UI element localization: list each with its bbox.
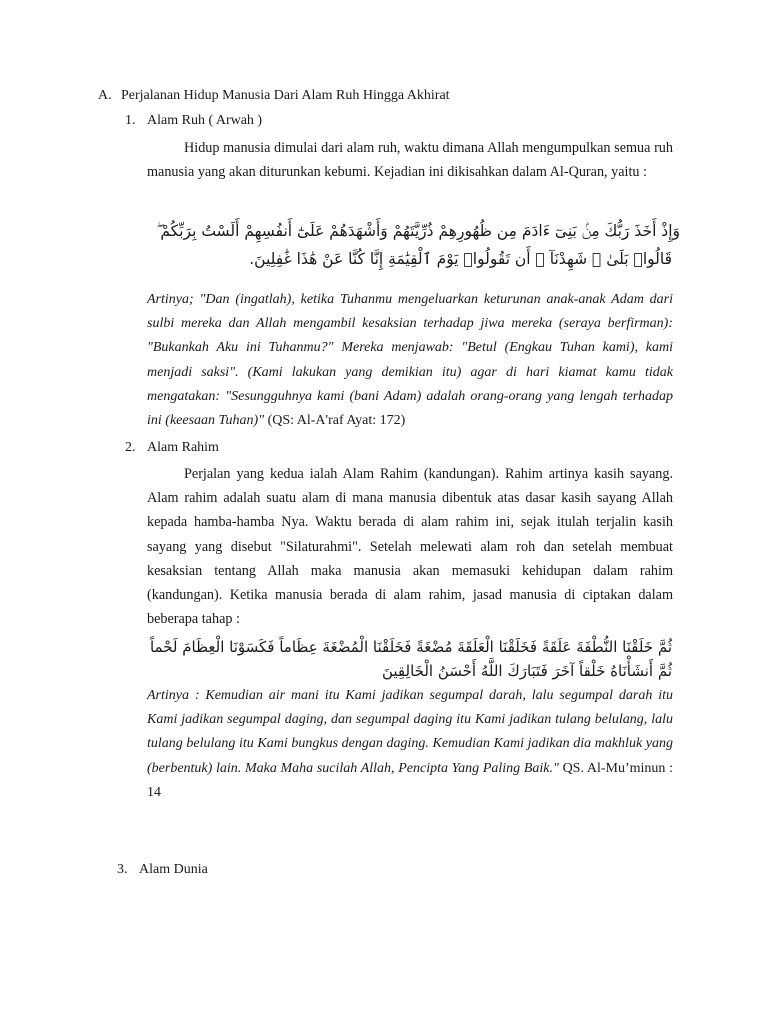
translation	[147, 288, 673, 433]
item-title: Alam Rahim	[147, 440, 219, 455]
item-title: Alam Dunia	[139, 862, 208, 877]
section-marker: A.	[98, 88, 112, 103]
arabic-verse-line: قَالُوا۟ بَلَىٰ ۛ شَهِدْنَآ ۛ أَن تَقُولُوا۟ يَوْمَ ٱلْقِيَٰمَةِ إِنَّا كُنَّا عَنْ هَٰذَا غَٰفِلِينَ.	[249, 250, 672, 268]
paragraph-text: Perjalan yang kedua ialah Alam Rahim (kandungan). Rahim artinya kasih sayang. Alam rahim adalah suatu alam di mana manusia dibentuk atas dasar kasih sayang Allah kepada hamba-hamba Nya. Waktu berada di alam rahim ini, sejak itulah terjalin kasih sayang yang disebut "Silaturahmi". Setelah melewati alam roh dan setelah membuat kesaksian tentang Allah maka manusia akan memasuki kehidupan dalam rahim (kandungan). Ketika manusia berada di alam rahim, jasad manusia di ciptakan dalam beberapa tahap :	[147, 466, 673, 628]
arabic-verse-line: ثُمَّ أَنشَأْنَاهُ خَلْقاً آخَرَ فَتَبَارَكَ اللَّهُ أَحْسَنُ الْخَالِقِينَ	[381, 662, 672, 680]
arabic-verse-line: وَإِذْ أَخَذَ رَبُّكَ مِنۢ بَنِىٓ ءَادَمَ مِن ظُهُورِهِمْ ذُرِّيَّتَهُمْ وَأَشْهَدَهُمْ عَلَىٰٓ أَنفُسِهِمْ أَلَسْتُ بِرَبِّكُمْ ۖ	[156, 222, 680, 240]
item-number: 2.	[125, 440, 136, 455]
arabic-verse-line: ثُمَّ خَلَقْنَا النُّطْفَةَ عَلَقَةً فَخَلَقْنَا الْعَلَقَةَ مُضْغَةً فَخَلَقْنَا الْمُضْغَةَ عِظَاماً فَكَسَوْنَا الْعِظَامَ لَحْماً	[149, 638, 672, 656]
translation-text: Artinya : Kemudian air mani itu Kami jadikan segumpal darah, lalu segumpal darah itu Kami jadikan segumpal daging, dan segumpal daging itu Kami jadikan tulang belulang, lalu tulang belulang itu Kami bungkus dengan daging. Kemudian Kami jadikan dia makhluk yang (berbentuk) lain. Maka Maha sucilah Allah, Pencipta Yang Paling Baik."	[147, 688, 673, 776]
translation	[147, 684, 673, 805]
paragraph	[147, 462, 673, 631]
item-number: 3.	[117, 862, 128, 877]
paragraph	[147, 136, 673, 184]
paragraph-text: Hidup manusia dimulai dari alam ruh, waktu dimana Allah mengumpulkan semua ruh manusia yang akan diturunkan kebumi. Kejadian ini dikisahkan dalam Al-Quran, yaitu :	[147, 140, 673, 181]
translation-text: Artinya; "Dan (ingatlah), ketika Tuhanmu mengeluarkan keturunan anak-anak Adam dari sulbi mereka dan Allah mengambil kesaksian terhadap jiwa mereka (seraya berfirman): "Bukankah Aku ini Tuhanmu?" Mereka menjawab: "Betul (Engkau Tuhan kami), kami menjadi saksi". (Kami lakukan yang demikian itu) agar di hari kiamat kamu tidak mengatakan: "Sesungguhnya kami (bani Adam) adalah orang-orang yang lengah terhadap ini (keesaan Tuhan)"	[147, 292, 673, 429]
verse-reference: (QS: Al-A'raf Ayat: 172)	[264, 413, 406, 429]
section-title: Perjalanan Hidup Manusia Dari Alam Ruh Hingga Akhirat	[121, 88, 450, 103]
verse-reference: QS. Al-Mu’minun : 14	[147, 760, 673, 800]
item-title: Alam Ruh ( Arwah )	[147, 113, 263, 128]
item-number: 1.	[125, 113, 136, 128]
